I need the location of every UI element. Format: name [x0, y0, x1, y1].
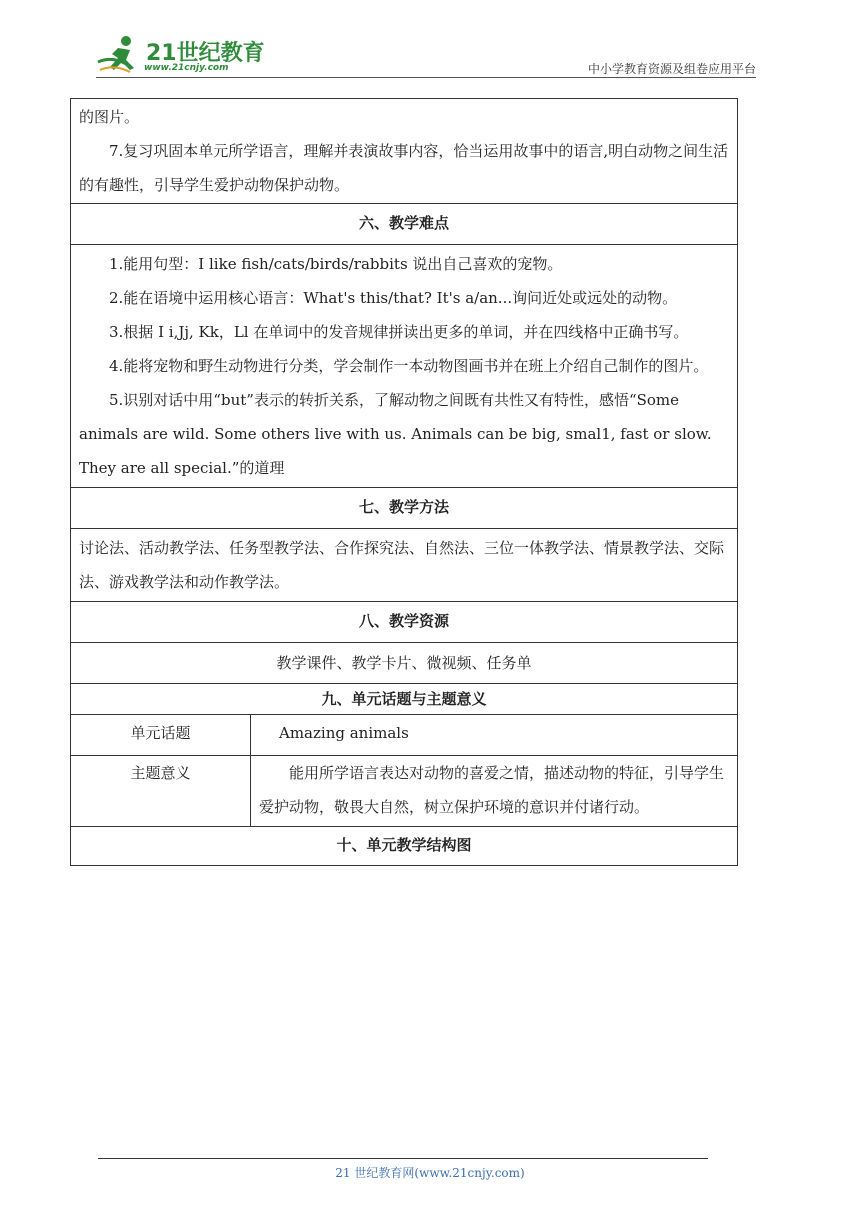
meaning-value: 能用所学语言表达对动物的喜爱之情，描述动物的特征，引导学生爱护动物，敬畏大自然，树立保护环境的意识并付诸行动。	[259, 764, 725, 816]
site-logo[interactable]	[96, 34, 266, 78]
difficulties-content-row	[71, 245, 738, 488]
running-figure-logo-icon	[96, 34, 144, 78]
meaning-row	[71, 756, 738, 827]
structure-title-row	[71, 827, 738, 866]
footer-divider	[98, 1158, 708, 1159]
section-title-methods: 七、教学方法	[71, 488, 738, 529]
objective-item-7: 7.复习巩固本单元所学语言，理解并表演故事内容，恰当运用故事中的语言,明白动物之间生活的有趣性，引导学生爱护动物保护动物。	[79, 142, 729, 194]
meaning-label: 主题意义	[71, 756, 251, 827]
objectives-continued-row	[71, 99, 738, 204]
topic-title-row	[71, 684, 738, 715]
resources-title-row	[71, 602, 738, 643]
difficulty-item-5: 5.识别对话中用“but”表示的转折关系，了解动物之间既有共性又有特性，感悟“Some animals are wild. Some others live with us. Animals can be big, smal1, fast or slow. They are all special.”的道理	[79, 391, 712, 477]
objective-continued-text: 的图片。	[79, 108, 140, 126]
lesson-plan-table	[70, 98, 738, 866]
methods-content-row	[71, 529, 738, 602]
logo-wordmark: 21世纪教育	[146, 41, 265, 66]
difficulty-item-2: 2.能在语境中运用核心语言：What's this/that? It's a/an...询问近处或远处的动物。	[109, 289, 678, 307]
resources-content-row	[71, 643, 738, 684]
section-title-resources: 八、教学资源	[71, 602, 738, 643]
logo-url: www.21cnjy.com	[144, 63, 229, 73]
difficulties-title-row	[71, 204, 738, 245]
topic-label: 单元话题	[71, 715, 251, 756]
page-header	[96, 34, 756, 78]
header-divider	[96, 77, 756, 78]
resources-text: 教学课件、教学卡片、微视频、任务单	[71, 643, 738, 684]
difficulty-item-1: 1.能用句型：I like fish/cats/birds/rabbits 说出自己喜欢的宠物。	[109, 255, 563, 273]
section-title-topic: 九、单元话题与主题意义	[71, 684, 738, 715]
section-title-difficulties: 六、教学难点	[71, 204, 738, 245]
platform-name: 中小学教育资源及组卷应用平台	[587, 62, 756, 76]
topic-row	[71, 715, 738, 756]
methods-title-row	[71, 488, 738, 529]
section-title-structure: 十、单元教学结构图	[71, 827, 738, 866]
footer-link[interactable]: 21 世纪教育网(www.21cnjy.com)	[335, 1166, 525, 1180]
topic-value: Amazing animals	[251, 715, 738, 756]
difficulty-item-3: 3.根据 I i,Jj, Kk，Ll 在单词中的发音规律拼读出更多的单词，并在四线格中正确书写。	[109, 323, 689, 341]
difficulty-item-4: 4.能将宠物和野生动物进行分类，学会制作一本动物图画书并在班上介绍自己制作的图片。	[109, 357, 709, 375]
methods-text: 讨论法、活动教学法、任务型教学法、合作探究法、自然法、三位一体教学法、情景教学法、交际法、游戏教学法和动作教学法。	[79, 539, 725, 591]
